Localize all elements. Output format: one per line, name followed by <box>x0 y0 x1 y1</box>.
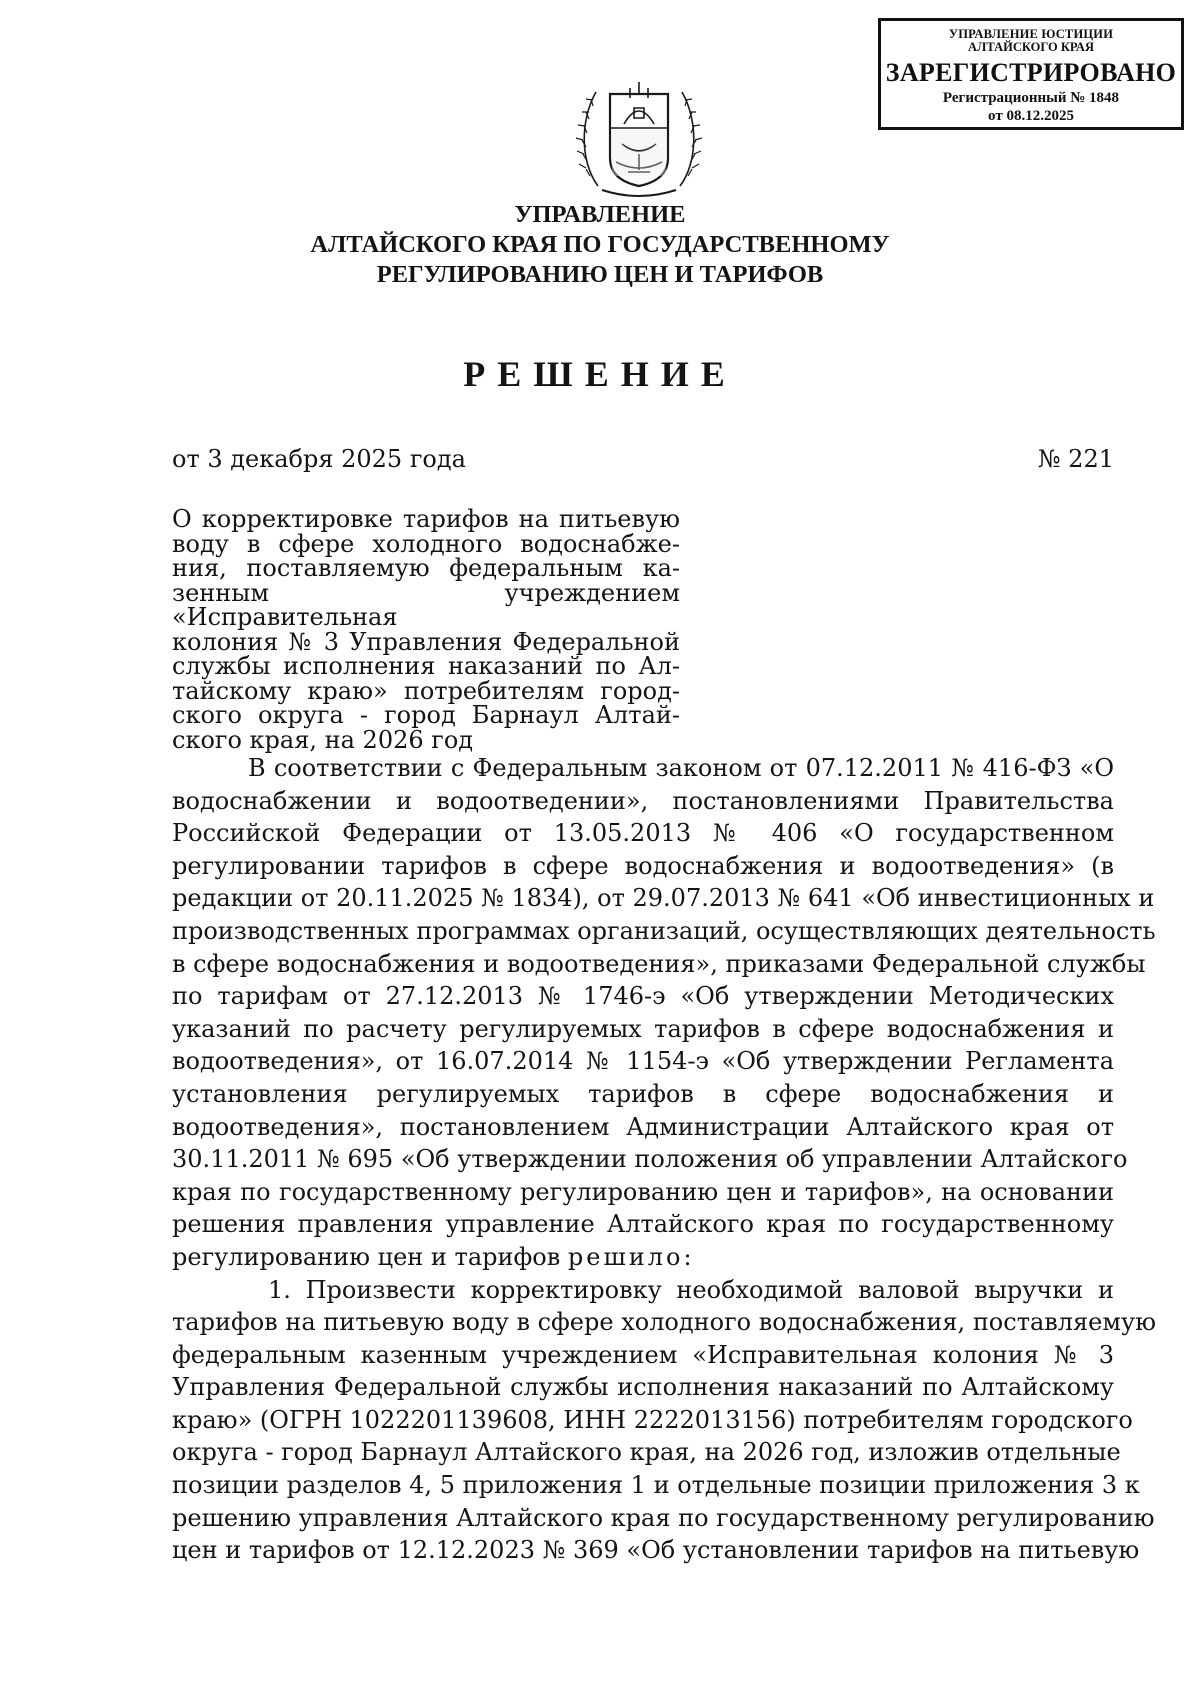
body-line: решению управления Алтайского края по государственному регулированию <box>172 1503 1155 1532</box>
body-line: краю» (ОГРН 1022201139608, ИНН 2222013156) потребителям городского <box>172 1405 1133 1434</box>
document-number: № 221 <box>1037 445 1114 473</box>
body-line: края по государственному регулированию цен и тарифов», на основании <box>172 1177 1114 1206</box>
subject-line: колония № 3 Управления Федеральной <box>172 627 680 656</box>
subject-line: службы исполнения наказаний по Ал- <box>172 652 680 680</box>
body-line: водоснабжении и водоотведении», постановлениями Правительства <box>172 786 1114 815</box>
body-line: регулировании тарифов в сфере водоснабжения и водоотведения» (в <box>172 851 1114 880</box>
agency-line: АЛТАЙСКОГО КРАЯ ПО ГОСУДАРСТВЕННОМУ <box>310 231 890 258</box>
body-line-resolution <box>172 1241 1114 1274</box>
date-number-line <box>172 444 1114 474</box>
subject-line: ского края, на 2026 год <box>172 725 474 754</box>
body-line: тарифов на питьевую воду в сфере холодного водоснабжения, поставляемую <box>172 1308 1157 1337</box>
subject-line: тайскому краю» потребителям город- <box>172 676 680 705</box>
body-line: в сфере водоснабжения и водоотведения», приказами Федеральной службы <box>172 949 1146 978</box>
body-line: цен и тарифов от 12.12.2023 № 369 «Об установлении тарифов на питьевую <box>172 1536 1140 1565</box>
body-line: федеральным казенным учреждением «Исправительная колония № 3 <box>172 1340 1114 1369</box>
document-date: от 3 декабря 2025 года <box>172 445 466 473</box>
stamp-authority-line2: АЛТАЙСКОГО КРАЯ <box>968 40 1094 54</box>
registration-stamp <box>878 18 1184 130</box>
body-line: редакции от 20.11.2025 № 1834), от 29.07.2013 № 641 «Об инвестиционных и <box>172 884 1155 913</box>
body-line: решения правления управление Алтайского края по государственному <box>172 1210 1114 1239</box>
altai-krai-coat-of-arms-icon <box>576 58 702 198</box>
subject-heading <box>172 507 680 752</box>
body-line: 1. Произвести корректировку необходимой валовой выручки и <box>268 1275 1114 1304</box>
stamp-authority-line1: УПРАВЛЕНИЕ ЮСТИЦИИ <box>948 27 1114 41</box>
agency-line: УПРАВЛЕНИЕ <box>514 201 686 228</box>
body-line: указаний по расчету регулируемых тарифов в сфере водоснабжения и <box>172 1014 1114 1043</box>
subject-line: воду в сфере холодного водоснабже- <box>172 529 680 558</box>
agency-name <box>0 200 1200 290</box>
body-line: установления регулируемых тарифов в сфере водоснабжения и <box>172 1079 1114 1108</box>
body-line: водоотведения», постановлением Администрации Алтайского края от <box>172 1112 1114 1141</box>
document-title: РЕШЕНИЕ <box>463 354 737 394</box>
stamp-reg-date: от 08.12.2025 <box>988 108 1074 124</box>
body-line: Российской Федерации от 13.05.2013 № 406 «О государственном <box>172 819 1114 848</box>
body-line: водоотведения», от 16.07.2014 № 1154-э «Об утверждении Регламента <box>172 1047 1114 1076</box>
subject-line: О корректировке тарифов на питьевую <box>172 505 680 533</box>
subject-line: ния, поставляемую федеральным ка- <box>172 554 680 582</box>
subject-line: ского округа - город Барнаул Алтай- <box>172 701 680 729</box>
decision-body <box>172 752 1157 1567</box>
stamp-status: ЗАРЕГИСТРИРОВАНО <box>885 58 1177 87</box>
body-line: округа - город Барнаул Алтайского края, на 2026 год, изложив отдельные <box>172 1438 1121 1467</box>
body-line: 30.11.2011 № 695 «Об утверждении положения об управлении Алтайского <box>172 1145 1128 1174</box>
body-line: Управления Федеральной службы исполнения наказаний по Алтайскому <box>172 1373 1114 1402</box>
body-line: производственных программах организаций, осуществляющих деятельность <box>172 916 1156 945</box>
subject-line: зенным учреждением «Исправительная <box>172 578 680 631</box>
body-line: по тарифам от 27.12.2013 № 1746-э «Об утверждении Методических <box>172 982 1114 1011</box>
stamp-reg-number: Регистрационный № 1848 <box>942 90 1120 106</box>
body-line-text: регулированию цен и тарифов <box>172 1242 561 1271</box>
body-line: В соответствии с Федеральным законом от 07.12.2011 № 416-ФЗ «О <box>248 754 1114 782</box>
body-line: позиции разделов 4, 5 приложения 1 и отдельные позиции приложения 3 к <box>172 1471 1140 1500</box>
agency-line: РЕГУЛИРОВАНИЮ ЦЕН И ТАРИФОВ <box>376 261 824 288</box>
resolved-word: решило: <box>567 1242 695 1271</box>
